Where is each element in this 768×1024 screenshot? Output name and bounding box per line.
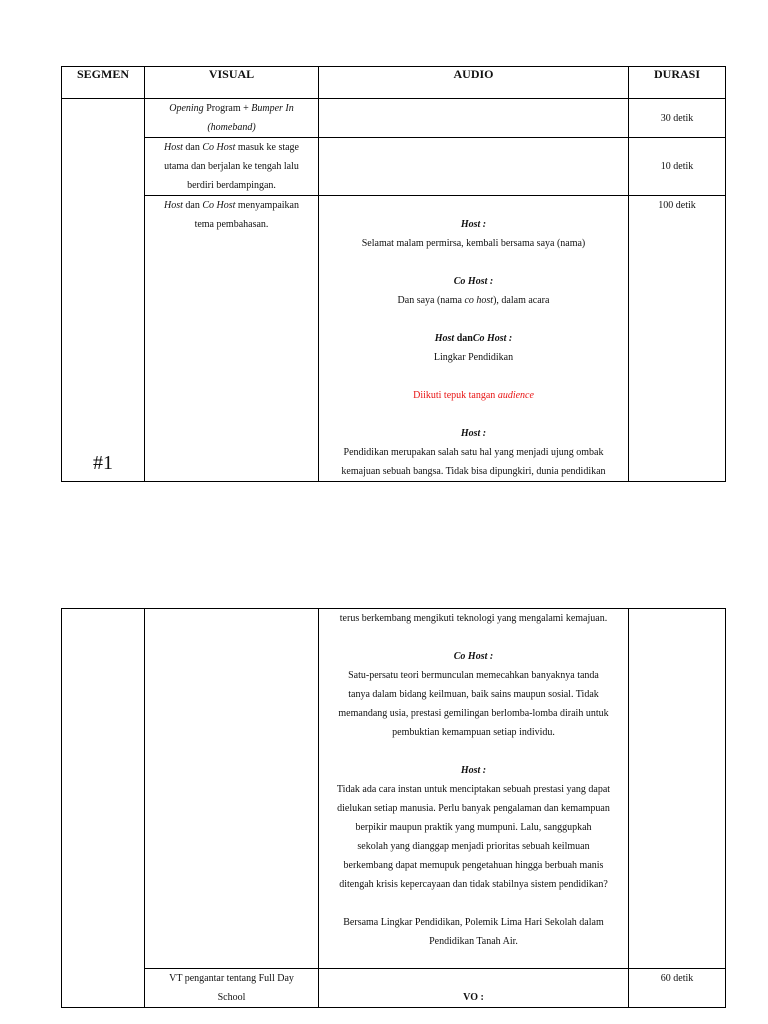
audio-cell-continued	[319, 609, 629, 969]
visual-cell-host-enter: Host dan Co Host masuk ke stage utama dan berjalan ke tengah lalu berdiri berdampingan.	[145, 138, 319, 196]
durasi-cell-opening: 30 detik	[629, 99, 726, 138]
table-row-host-enter	[62, 138, 726, 196]
script-table-page-2	[61, 608, 726, 1008]
speaker-label: Co Host :	[453, 651, 494, 662]
dialogue-line: pembuktian kemampuan setiap individu.	[392, 727, 555, 738]
table-row-opening	[62, 99, 726, 138]
dialogue-line: Dan saya (nama co host), dalam acara	[397, 295, 550, 306]
header-audio: AUDIO	[319, 67, 629, 99]
dialogue-line: Pendidikan merupakan salah satu hal yang menjadi ujung ombak	[343, 447, 604, 458]
speaker-label: VO :	[463, 992, 484, 1003]
segment-number: #1	[93, 452, 113, 474]
speaker-label: Host :	[460, 765, 487, 776]
speaker-label: Host :	[460, 428, 487, 439]
visual-cell-opening: Opening Program + Bumper In (homeband)	[145, 99, 319, 138]
audio-cell-theme	[319, 196, 629, 482]
dialogue-line: dielukan setiap manusia. Perlu banyak pengalaman dan kemampuan	[337, 803, 610, 814]
dialogue-line: Satu-persatu teori bermunculan memecahkan banyaknya tanda	[348, 670, 599, 681]
visual-cell-theme: Host dan Co Host menyampaikan tema pembahasan.	[145, 196, 319, 482]
header-segmen: SEGMEN	[62, 67, 145, 99]
durasi-cell-vt: 60 detik	[629, 969, 726, 1008]
dialogue-line: Bersama Lingkar Pendidikan, Polemik Lima Hari Sekolah dalam	[343, 917, 604, 928]
audio-cell-vt	[319, 969, 629, 1008]
table-header-row	[62, 67, 726, 99]
segment-cell	[62, 99, 145, 482]
dialogue-line: kemajuan sebuah bangsa. Tidak bisa dipungkiri, dunia pendidikan	[341, 466, 606, 477]
dialogue-line: sekolah yang dianggap menjadi prioritas sebuah keilmuan	[357, 841, 590, 852]
speaker-label: Host :	[460, 219, 487, 230]
dialogue-line: berkembang dapat memupuk pengetahuan hingga berbuah manis	[343, 860, 604, 871]
header-visual: VISUAL	[145, 67, 319, 99]
durasi-cell-theme: 100 detik	[629, 196, 726, 482]
audio-cell-host-enter	[319, 138, 629, 196]
header-durasi: DURASI	[629, 67, 726, 99]
dialogue-line: Pendidikan Tanah Air.	[429, 936, 518, 947]
show-title: Lingkar Pendidikan	[433, 352, 514, 363]
dialogue-line: ditengah krisis kepercayaan dan tidak stabilnya sistem pendidikan?	[339, 879, 608, 890]
speaker-label: Co Host :	[453, 276, 494, 287]
table-row-theme-continued	[62, 609, 726, 969]
dialogue-line: Tidak ada cara instan untuk menciptakan sebuah prestasi yang dapat	[336, 784, 611, 795]
stage-cue: Diikuti tepuk tangan audience	[413, 390, 534, 401]
dialogue-line: tanya dalam bidang keilmuan, baik sains maupun sosial. Tidak	[348, 689, 599, 700]
durasi-cell-host-enter: 10 detik	[629, 138, 726, 196]
table-row-vt	[62, 969, 726, 1008]
audio-cell-opening	[319, 99, 629, 138]
durasi-cell-continued	[629, 609, 726, 969]
dialogue-line: memandang usia, prestasi gemilingan berlomba-lomba diraih untuk	[338, 708, 609, 719]
dialogue-line: Selamat malam permirsa, kembali bersama saya (nama)	[361, 238, 586, 249]
segment-cell-continued	[62, 609, 145, 1008]
dialogue-line: berpikir maupun praktik yang mumpuni. Lalu, sanggupkah	[355, 822, 592, 833]
visual-cell-vt: VT pengantar tentang Full Day School	[145, 969, 319, 1008]
script-table-page-1	[61, 66, 726, 482]
visual-cell-continued	[145, 609, 319, 969]
dialogue-line: terus berkembang mengikuti teknologi yang mengalami kemajuan.	[339, 613, 608, 624]
speaker-label: Host danCo Host :	[434, 333, 513, 344]
table-row-theme	[62, 196, 726, 482]
